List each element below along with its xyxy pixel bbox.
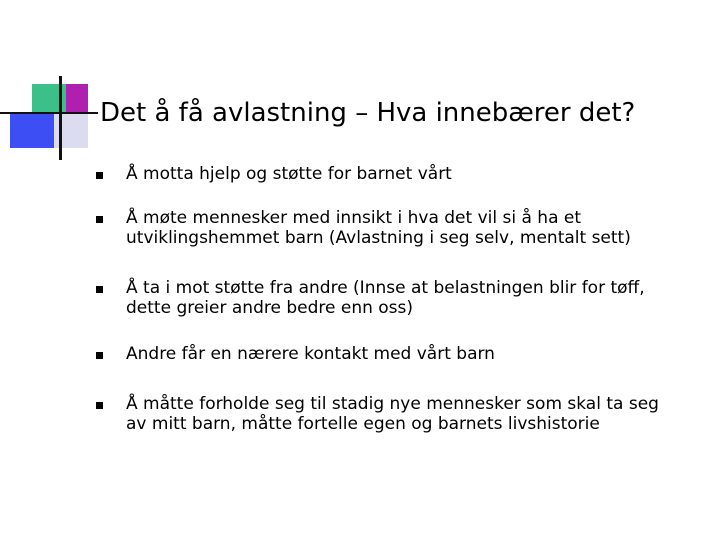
bullet-marker-icon bbox=[96, 172, 103, 179]
decor-vertical-line bbox=[59, 76, 62, 160]
bullet-marker-icon bbox=[96, 402, 103, 409]
bullet-marker-icon bbox=[96, 286, 103, 293]
bullet-line: Å måtte forholde seg til stadig nye mennesker som skal ta seg bbox=[126, 394, 659, 414]
bullet-line: Å møte mennesker med innsikt i hva det vil si å ha et bbox=[126, 208, 582, 228]
bullet-marker-icon bbox=[96, 216, 103, 223]
decor-horizontal-line bbox=[0, 112, 98, 114]
blue-square bbox=[10, 114, 54, 148]
bullet-line: utviklingshemmet barn (Avlastning i seg selv, mentalt sett) bbox=[126, 228, 631, 248]
bullet-line: Å ta i mot støtte fra andre (Innse at belastningen blir for tøff, bbox=[126, 278, 645, 298]
bullet-line: av mitt barn, måtte fortelle egen og barnets livshistorie bbox=[126, 414, 600, 434]
magenta-square bbox=[66, 84, 88, 112]
bullet-marker-icon bbox=[96, 352, 103, 359]
bullet-line: dette greier andre bedre enn oss) bbox=[126, 298, 414, 318]
slide-title: Det å få avlastning – Hva innebærer det? bbox=[100, 98, 636, 128]
bullet-line: Å motta hjelp og støtte for barnet vårt bbox=[126, 164, 452, 184]
bullet-line: Andre får en nærere kontakt med vårt barn bbox=[126, 344, 495, 364]
